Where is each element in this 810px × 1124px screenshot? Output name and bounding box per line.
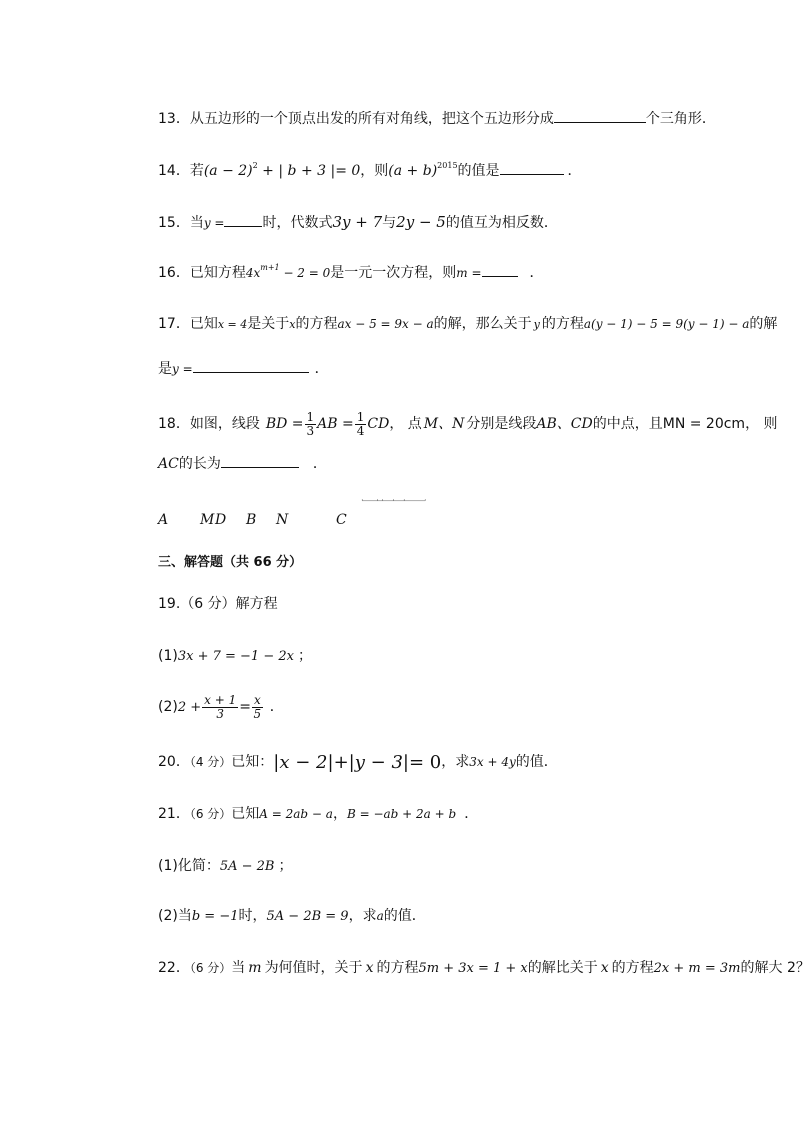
- question-number: 16．: [158, 265, 190, 281]
- question-text: 已知方程: [189, 265, 246, 281]
- question-text: ．: [269, 699, 284, 715]
- question-text: 已知: [231, 806, 260, 822]
- question-text: ．: [314, 361, 329, 377]
- question-text: 分别是线段: [466, 416, 537, 432]
- math-expression: ax − 5 = 9x − a: [337, 317, 434, 331]
- fraction-denominator: 3: [306, 423, 315, 438]
- absolute-value-y: |y − 3|: [348, 752, 409, 773]
- exponent: 2: [252, 161, 258, 170]
- question-15: [158, 212, 558, 233]
- part-label: (1): [158, 648, 178, 664]
- question-text: 如图，线段: [189, 416, 260, 432]
- question-number: 14．: [158, 163, 190, 179]
- question-text: 的方程: [611, 960, 654, 976]
- question-text: 已知: [189, 316, 218, 332]
- math-expression: AB =: [317, 416, 354, 432]
- math-expression: =: [239, 699, 251, 715]
- question-text: 的方程: [295, 316, 338, 332]
- question-13: [158, 108, 716, 129]
- fraction-one-third: [305, 411, 317, 438]
- math-expression: x = 4: [217, 318, 248, 331]
- points-label: （6 分）: [189, 807, 232, 821]
- question-text: 与: [382, 215, 397, 231]
- fraction-one-fourth: [355, 411, 367, 438]
- question-number: 21．: [158, 806, 190, 822]
- question-text: 的解: [749, 316, 778, 332]
- question-number: 18．: [158, 416, 190, 432]
- math-expression: 4x: [245, 266, 261, 280]
- point-label-c: C: [336, 512, 347, 528]
- question-text: 为何值时，关于: [264, 960, 363, 976]
- math-expression: 2y − 5: [396, 213, 446, 231]
- section-heading: 三、解答题（共 66 分）: [158, 555, 303, 570]
- question-number: 20．: [158, 754, 190, 770]
- math-expression: 2 +: [177, 700, 202, 715]
- fraction-denominator: 3: [216, 706, 224, 721]
- absolute-value-x: |x − 2|: [273, 752, 334, 773]
- question-text: 的值互为相反数．: [445, 215, 558, 231]
- points-label: （4 分）: [189, 755, 232, 769]
- math-expression: 5m + 3x = 1 + x: [418, 961, 528, 976]
- math-expression: y − 3: [354, 752, 403, 773]
- fraction-denominator: 4: [356, 423, 365, 438]
- question-text: ，: [332, 806, 347, 822]
- math-expression: 3x + 4y: [469, 755, 516, 769]
- math-expression: (a + b): [388, 163, 438, 179]
- math-variable: y =: [203, 216, 225, 230]
- question-number: 22．: [158, 960, 190, 976]
- question-16: [158, 262, 544, 283]
- question-text: ．: [312, 456, 327, 472]
- question-text: ，求: [348, 908, 377, 924]
- line-segment-figure: [160, 498, 780, 512]
- math-expression: MN = 20cm: [662, 416, 746, 432]
- math-expression: 2x + m = 3m: [653, 961, 741, 976]
- points-label: （6 分）: [189, 961, 232, 975]
- question-21-part-2: [158, 906, 426, 927]
- answer-blank[interactable]: [482, 262, 518, 277]
- math-variable: y =: [172, 362, 193, 376]
- fraction-numerator: 1: [356, 409, 365, 424]
- question-text: 的方程: [541, 316, 584, 332]
- question-text: 的方程: [376, 960, 419, 976]
- math-variable: m: [248, 960, 262, 976]
- question-17: [158, 314, 777, 335]
- math-expression: = 0: [408, 752, 442, 773]
- point-label-a: A: [158, 512, 169, 528]
- math-expression: A = 2ab − a: [259, 807, 333, 821]
- question-19-part-1: [158, 646, 312, 667]
- point-label-b: B: [246, 512, 257, 528]
- math-variable: a: [376, 909, 384, 923]
- question-text: ，求: [441, 754, 470, 770]
- question-text: ．: [464, 806, 479, 822]
- math-expression: CD: [367, 416, 390, 432]
- question-text: 的长为: [178, 456, 221, 472]
- question-text: 时，代数式: [262, 215, 333, 231]
- math-variable: AB、CD: [536, 416, 593, 432]
- question-text: 时，: [238, 908, 267, 924]
- question-text: 是关于: [247, 316, 290, 332]
- question-21: [158, 804, 478, 824]
- question-text: ．: [567, 163, 582, 179]
- question-text: ， 则: [745, 416, 778, 432]
- math-expression: x − 2: [279, 752, 328, 773]
- point-label-d: D: [215, 512, 227, 528]
- question-text: 的值是: [457, 163, 500, 179]
- question-text: 的中点，且: [592, 416, 663, 432]
- question-text: 的解，那么关于: [433, 316, 532, 332]
- math-variable: x: [289, 318, 296, 331]
- math-expression: BD =: [265, 416, 304, 432]
- question-text: 是一元一次方程，则: [330, 265, 457, 281]
- fraction-numerator: x + 1: [204, 692, 237, 707]
- math-expression: B = −ab + 2a + b: [346, 807, 457, 821]
- question-text: 是: [158, 361, 172, 377]
- math-expression: 5A − 2B: [219, 859, 275, 874]
- answer-blank[interactable]: [554, 108, 646, 123]
- question-text: ， 点: [389, 416, 422, 432]
- fraction-x-over-5: [252, 694, 263, 721]
- question-text: 已知：: [231, 754, 274, 770]
- question-text: 的值．: [383, 908, 426, 924]
- math-variable: AC: [158, 456, 179, 472]
- point-label-m: M: [200, 512, 215, 528]
- math-expression: (a − 2): [203, 163, 253, 179]
- answer-blank[interactable]: [221, 453, 299, 468]
- question-text: 从五边形的一个顶点出发的所有对角线，把这个五边形分成: [189, 111, 554, 127]
- question-number: 17．: [158, 316, 190, 332]
- math-variable: x: [600, 960, 609, 976]
- question-14: [158, 160, 582, 181]
- fraction-denominator: 5: [253, 706, 262, 721]
- math-variable: x: [365, 960, 374, 976]
- question-text: 化简：: [177, 858, 220, 874]
- math-expression: b = −1: [191, 909, 239, 924]
- question-text: 的值．: [515, 754, 558, 770]
- answer-blank[interactable]: [193, 358, 309, 373]
- fraction-numerator: x: [253, 692, 261, 707]
- question-text: 当: [177, 908, 192, 924]
- fraction-numerator: 1: [306, 409, 315, 424]
- exponent: m+1: [260, 263, 280, 272]
- question-20: [158, 750, 558, 775]
- question-text: 的解比关于: [527, 960, 598, 976]
- answer-blank[interactable]: [500, 160, 564, 175]
- question-17-line-2: [158, 358, 329, 379]
- math-expression: 3y + 7: [332, 213, 383, 231]
- math-expression: +: [333, 752, 349, 773]
- point-label-n: N: [276, 512, 289, 528]
- fraction-x-plus-1-over-3: [202, 694, 238, 721]
- question-text: 的解大 2？: [740, 960, 810, 976]
- question-text: 当: [189, 215, 204, 231]
- question-text: 个三角形．: [645, 111, 716, 127]
- question-text: ．: [529, 265, 544, 281]
- math-expression: 3x + 7 = −1 − 2x: [177, 649, 294, 664]
- part-label: (2): [158, 699, 178, 715]
- question-text: ；: [278, 858, 293, 874]
- question-text: 若: [189, 163, 204, 179]
- math-variable: y: [533, 318, 540, 331]
- question-text: 19.（6 分）解方程: [158, 596, 278, 612]
- math-variable: M、N: [423, 416, 465, 432]
- part-label: (2): [158, 908, 178, 924]
- question-number: 15．: [158, 215, 190, 231]
- answer-blank[interactable]: [224, 212, 262, 227]
- question-19-part-2: [158, 690, 284, 725]
- question-text: 当: [231, 960, 246, 976]
- question-19: [158, 594, 278, 614]
- exponent: 2015: [437, 161, 458, 170]
- question-21-part-1: [158, 856, 292, 877]
- question-text: ；: [297, 648, 312, 664]
- math-expression: + | b + 3 |= 0: [257, 163, 361, 179]
- question-number: 13．: [158, 111, 190, 127]
- question-22: [158, 958, 810, 979]
- question-text: ，则: [360, 163, 389, 179]
- math-expression: − 2 = 0: [279, 266, 331, 280]
- math-expression: 5A − 2B = 9: [266, 909, 349, 924]
- question-18: [158, 410, 778, 438]
- math-expression: a(y − 1) − 5 = 9(y − 1) − a: [583, 317, 750, 331]
- part-label: (1): [158, 858, 178, 874]
- question-18-line-2: [158, 453, 327, 474]
- math-variable: m =: [456, 266, 482, 280]
